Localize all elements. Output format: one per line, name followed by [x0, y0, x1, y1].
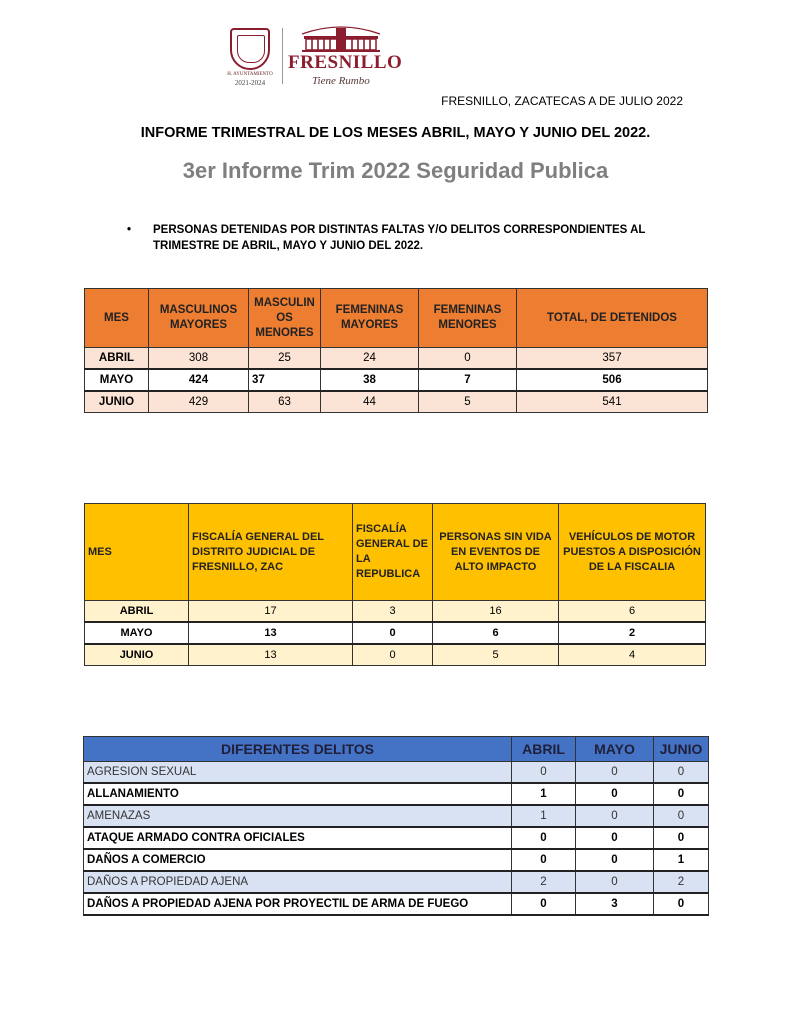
month-cell: ABRIL [85, 601, 189, 623]
value-cell: 0 [654, 783, 709, 805]
bullet-text: PERSONAS DETENIDAS POR DISTINTAS FALTAS Y/O DELITOS CORRESPONDIENTES AL TRIMESTRE DE ABRIL, MAYO Y JUNIO DEL 2022. [153, 224, 646, 252]
column-header: FISCALÍA GENERAL DE LA REPUBLICA [353, 504, 433, 601]
brand-tagline: Tiene Rumbo [312, 75, 370, 87]
value-cell: 6 [433, 622, 559, 644]
column-header: MASCULIN OS MENORES [249, 289, 321, 348]
value-cell: 63 [249, 391, 321, 413]
value-cell: 0 [512, 893, 576, 915]
column-header: TOTAL, DE DETENIDOS [517, 289, 708, 348]
table-header-row [84, 737, 709, 762]
table-row [85, 348, 708, 370]
logo-divider [282, 28, 283, 84]
table-row [84, 783, 709, 805]
bullet-item [127, 222, 673, 254]
value-cell: 0 [654, 893, 709, 915]
value-cell: 2 [512, 871, 576, 893]
column-header: MES [85, 504, 189, 601]
column-header: FEMENINAS MAYORES [321, 289, 419, 348]
column-header: PERSONAS SIN VIDA EN EVENTOS DE ALTO IMPACTO [433, 504, 559, 601]
column-header: MASCULINOS MAYORES [149, 289, 249, 348]
sub-title: 3er Informe Trim 2022 Seguridad Publica [182, 158, 609, 183]
value-cell: 3 [353, 601, 433, 623]
value-cell: 429 [149, 391, 249, 413]
value-cell: 24 [321, 348, 419, 370]
value-cell: 5 [433, 644, 559, 666]
column-header: VEHÍCULOS DE MOTOR PUESTOS A DISPOSICIÓN DE LA FISCALIA [559, 504, 706, 601]
value-cell: 0 [654, 805, 709, 827]
value-cell: 0 [512, 849, 576, 871]
value-cell: 0 [576, 783, 654, 805]
value-cell: 0 [576, 849, 654, 871]
crime-name-cell: DAÑOS A PROPIEDAD AJENA [84, 871, 512, 893]
value-cell: 0 [576, 762, 654, 784]
value-cell: 308 [149, 348, 249, 370]
value-cell: 0 [512, 762, 576, 784]
value-cell: 2 [559, 622, 706, 644]
table-row [85, 601, 706, 623]
table-row [85, 391, 708, 413]
crime-name-cell: AGRESION SEXUAL [84, 762, 512, 784]
ayuntamiento-crest-icon [230, 28, 270, 70]
month-cell: JUNIO [85, 391, 149, 413]
value-cell: 3 [576, 893, 654, 915]
value-cell: 0 [419, 348, 517, 370]
value-cell: 506 [517, 369, 708, 391]
month-cell: MAYO [85, 369, 149, 391]
value-cell: 0 [576, 805, 654, 827]
column-header: FISCALÍA GENERAL DEL DISTRITO JUDICIAL DE FRESNILLO, ZAC [189, 504, 353, 601]
column-header: DIFERENTES DELITOS [84, 737, 512, 762]
crest-caption: H. AYUNTAMIENTO [227, 72, 273, 77]
value-cell: 1 [512, 805, 576, 827]
table-row [84, 893, 709, 915]
month-cell: ABRIL [85, 348, 149, 370]
value-cell: 44 [321, 391, 419, 413]
column-header: MAYO [576, 737, 654, 762]
value-cell: 37 [249, 369, 321, 391]
fiscalia-table [84, 503, 706, 666]
column-header: MES [85, 289, 149, 348]
value-cell: 424 [149, 369, 249, 391]
value-cell: 7 [419, 369, 517, 391]
value-cell: 0 [654, 827, 709, 849]
fresnillo-logo [227, 22, 403, 90]
bullet-icon: • [127, 224, 132, 236]
main-title: INFORME TRIMESTRAL DE LOS MESES ABRIL, MAYO Y JUNIO DEL 2022. [140, 125, 651, 141]
table-row [84, 805, 709, 827]
table-row [84, 849, 709, 871]
table-row [84, 762, 709, 784]
value-cell: 0 [654, 762, 709, 784]
crime-name-cell: DAÑOS A COMERCIO [84, 849, 512, 871]
table-header-row [85, 289, 708, 348]
table-row [85, 622, 706, 644]
value-cell: 357 [517, 348, 708, 370]
brand-name: FRESNILLO [288, 52, 403, 73]
column-header: FEMENINAS MENORES [419, 289, 517, 348]
crime-name-cell: AMENAZAS [84, 805, 512, 827]
value-cell: 5 [419, 391, 517, 413]
value-cell: 38 [321, 369, 419, 391]
value-cell: 16 [433, 601, 559, 623]
table-row [85, 369, 708, 391]
value-cell: 17 [189, 601, 353, 623]
value-cell: 25 [249, 348, 321, 370]
month-cell: JUNIO [85, 644, 189, 666]
table-row [85, 644, 706, 666]
value-cell: 1 [512, 783, 576, 805]
building-icon [298, 24, 384, 52]
delitos-table [83, 736, 709, 916]
month-cell: MAYO [85, 622, 189, 644]
value-cell: 4 [559, 644, 706, 666]
crime-name-cell: ATAQUE ARMADO CONTRA OFICIALES [84, 827, 512, 849]
crime-name-cell: ALLANAMIENTO [84, 783, 512, 805]
value-cell: 13 [189, 644, 353, 666]
crime-name-cell: DAÑOS A PROPIEDAD AJENA POR PROYECTIL DE ARMA DE FUEGO [84, 893, 512, 915]
value-cell: 13 [189, 622, 353, 644]
value-cell: 2 [654, 871, 709, 893]
date-line: FRESNILLO, ZACATECAS A DE JULIO 2022 [441, 94, 683, 108]
table-header-row [85, 504, 706, 601]
value-cell: 0 [353, 622, 433, 644]
column-header: ABRIL [512, 737, 576, 762]
value-cell: 6 [559, 601, 706, 623]
value-cell: 0 [576, 871, 654, 893]
value-cell: 0 [353, 644, 433, 666]
table-row [84, 871, 709, 893]
detenidos-table [84, 288, 708, 413]
value-cell: 0 [576, 827, 654, 849]
value-cell: 1 [654, 849, 709, 871]
table-row [84, 827, 709, 849]
crest-years: 2021-2024 [234, 79, 266, 87]
column-header: JUNIO [654, 737, 709, 762]
value-cell: 541 [517, 391, 708, 413]
value-cell: 0 [512, 827, 576, 849]
